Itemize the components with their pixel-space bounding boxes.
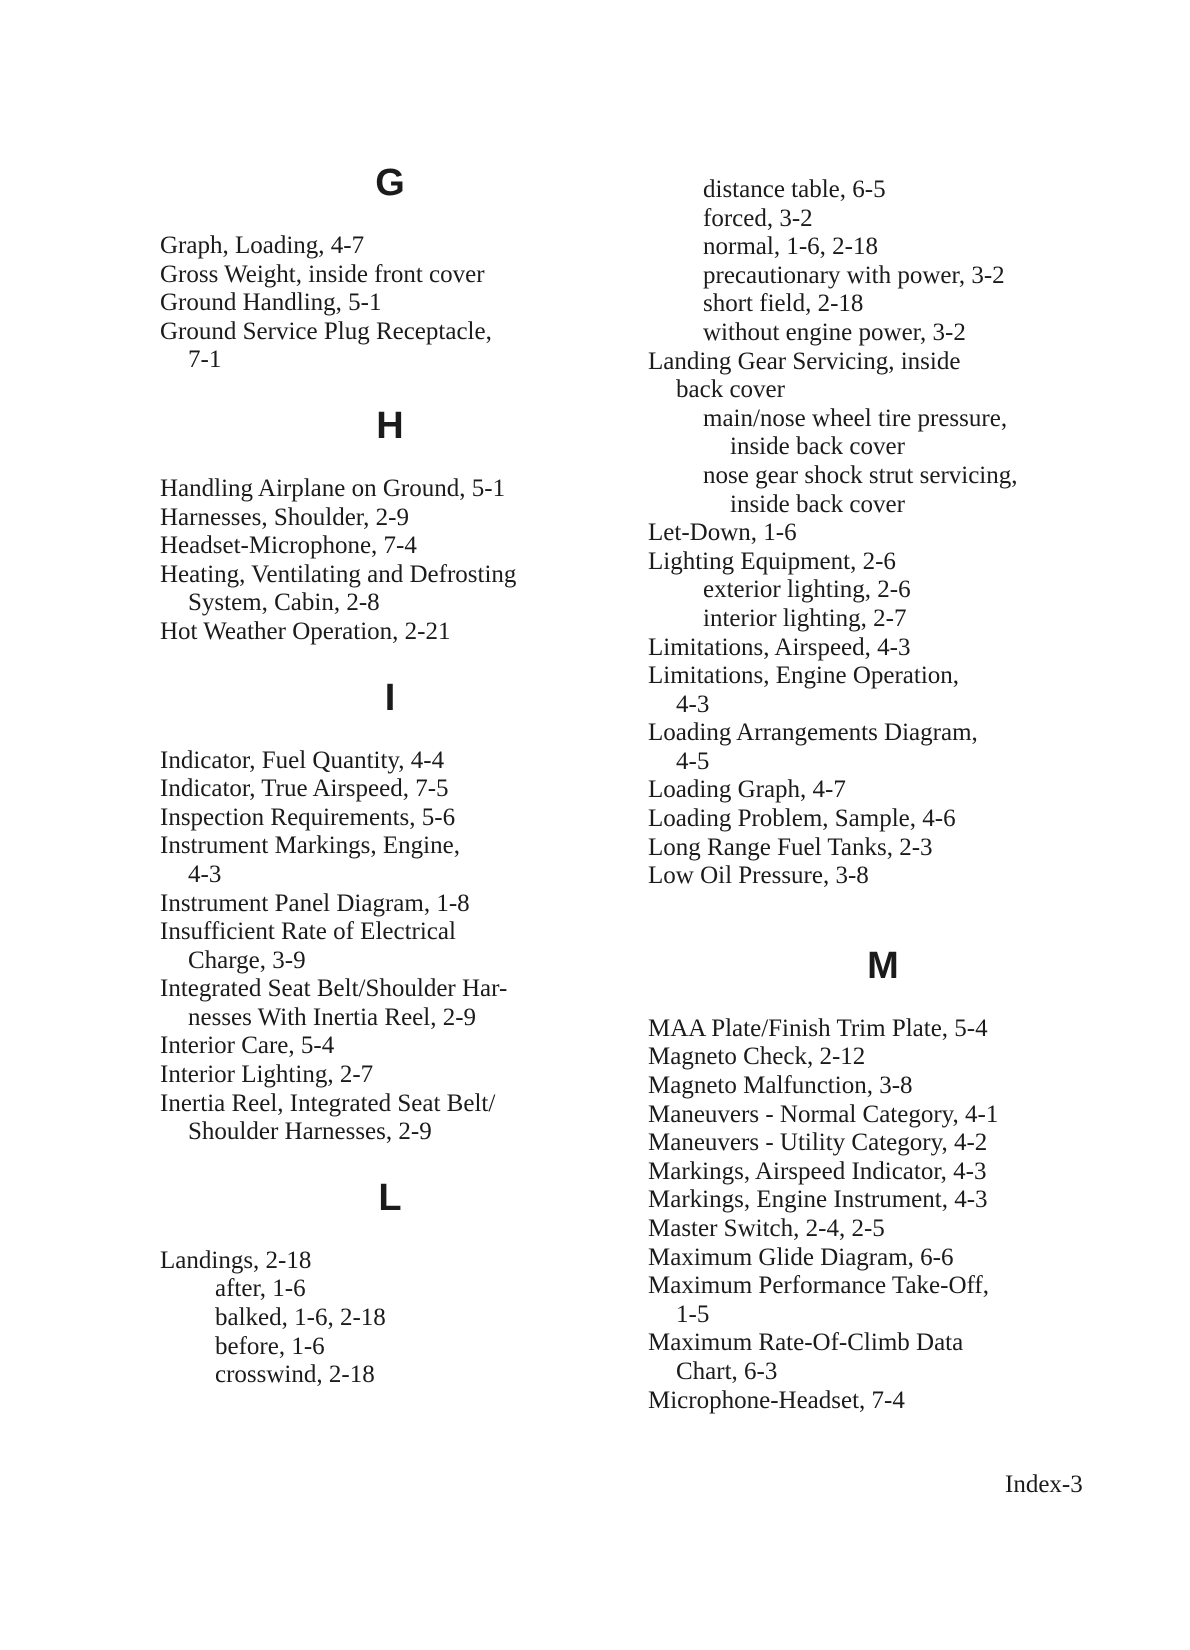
index-entry-continuation: 4-3 xyxy=(188,860,222,888)
index-entry: Maneuvers - Normal Category, 4-1 xyxy=(648,1100,999,1128)
index-entry: Maximum Glide Diagram, 6-6 xyxy=(648,1243,954,1271)
index-entry-continuation: 4-5 xyxy=(676,747,710,775)
index-subentry: before, 1-6 xyxy=(215,1332,325,1360)
index-subentry: crosswind, 2-18 xyxy=(215,1361,375,1389)
index-entry: Maximum Rate-Of-Climb Data xyxy=(648,1329,964,1357)
index-subentry: normal, 1-6, 2-18 xyxy=(703,233,878,261)
index-entry: Loading Graph, 4-7 xyxy=(648,776,846,804)
index-entry: Loading Problem, Sample, 4-6 xyxy=(648,805,956,833)
index-entry: Maximum Performance Take-Off, xyxy=(648,1272,989,1300)
index-entry: Indicator, True Airspeed, 7-5 xyxy=(160,775,449,803)
index-subentry: after, 1-6 xyxy=(215,1275,306,1303)
index-entry: Hot Weather Operation, 2-21 xyxy=(160,617,451,645)
index-entry: Magneto Check, 2-12 xyxy=(648,1043,866,1071)
index-entry-continuation: 7-1 xyxy=(188,346,222,374)
index-subentry: main/nose wheel tire pressure, xyxy=(703,404,1008,432)
index-entry: Microphone-Headset, 7-4 xyxy=(648,1386,905,1414)
index-entry: Maneuvers - Utility Category, 4-2 xyxy=(648,1129,988,1157)
index-entry-continuation: 4-3 xyxy=(676,690,710,718)
index-entry: Landing Gear Servicing, inside xyxy=(648,347,961,375)
section-letter-h: H xyxy=(376,404,404,447)
index-entry-continuation: Charge, 3-9 xyxy=(188,946,306,974)
index-entry: Gross Weight, inside front cover xyxy=(160,260,485,288)
index-entry: Insufficient Rate of Electrical xyxy=(160,918,456,946)
index-entry: Inertia Reel, Integrated Seat Belt/ xyxy=(160,1089,496,1117)
index-entry: Low Oil Pressure, 3-8 xyxy=(648,862,869,890)
index-entry: Headset-Microphone, 7-4 xyxy=(160,532,417,560)
index-entry: Harnesses, Shoulder, 2-9 xyxy=(160,503,409,531)
index-entry: Long Range Fuel Tanks, 2-3 xyxy=(648,833,933,861)
index-subentry-continuation: inside back cover xyxy=(730,433,905,461)
index-entry: Graph, Loading, 4-7 xyxy=(160,232,365,259)
index-entry-continuation: Shoulder Harnesses, 2-9 xyxy=(188,1118,432,1146)
index-entry: Limitations, Airspeed, 4-3 xyxy=(648,633,911,661)
index-subentry: short field, 2-18 xyxy=(703,290,864,318)
index-entry-continuation: 1-5 xyxy=(676,1300,710,1328)
index-entry: Interior Lighting, 2-7 xyxy=(160,1061,374,1089)
index-entry: Ground Handling, 5-1 xyxy=(160,289,382,317)
index-subentry: distance table, 6-5 xyxy=(703,176,886,203)
index-entry-continuation: nesses With Inertia Reel, 2-9 xyxy=(188,1003,477,1031)
index-entry: Indicator, Fuel Quantity, 4-4 xyxy=(160,746,445,774)
index-subentry: nose gear shock strut servicing, xyxy=(703,461,1018,489)
section-letter-l: L xyxy=(378,1176,402,1219)
section-letter-m: M xyxy=(867,944,899,987)
index-entry: Lighting Equipment, 2-6 xyxy=(648,547,896,575)
index-entry: Markings, Engine Instrument, 4-3 xyxy=(648,1186,988,1214)
right-column xyxy=(648,176,1118,1415)
index-entry: Landings, 2-18 xyxy=(160,1246,312,1274)
index-subentry: balked, 1-6, 2-18 xyxy=(215,1304,386,1332)
index-entry: Ground Service Plug Receptacle, xyxy=(160,317,492,345)
left-column xyxy=(160,160,620,1390)
index-subentry: precautionary with power, 3-2 xyxy=(703,261,1005,289)
index-subentry: without engine power, 3-2 xyxy=(703,318,966,346)
index-entry: Markings, Airspeed Indicator, 4-3 xyxy=(648,1157,987,1185)
index-subentry: forced, 3-2 xyxy=(703,204,813,232)
section-letter-i: I xyxy=(384,676,396,719)
index-entry-continuation: System, Cabin, 2-8 xyxy=(188,589,380,617)
page-number: Index-3 xyxy=(1005,1471,1083,1498)
index-entry: Magneto Malfunction, 3-8 xyxy=(648,1072,913,1100)
index-entry: Limitations, Engine Operation, xyxy=(648,662,960,690)
index-subentry: exterior lighting, 2-6 xyxy=(703,576,911,604)
index-entry: Handling Airplane on Ground, 5-1 xyxy=(160,474,506,502)
index-entry: Heating, Ventilating and Defrosting xyxy=(160,560,517,588)
index-subentry: interior lighting, 2-7 xyxy=(703,604,907,632)
index-entry: Master Switch, 2-4, 2-5 xyxy=(648,1215,885,1242)
index-entry-continuation: Chart, 6-3 xyxy=(676,1357,778,1385)
index-entry: Instrument Panel Diagram, 1-8 xyxy=(160,889,470,917)
index-entry: Inspection Requirements, 5-6 xyxy=(160,803,456,831)
index-entry: Instrument Markings, Engine, xyxy=(160,832,460,860)
index-entry: Let-Down, 1-6 xyxy=(648,519,797,547)
index-entry: Integrated Seat Belt/Shoulder Har- xyxy=(160,975,508,1003)
index-subentry-continuation: inside back cover xyxy=(730,490,905,518)
index-entry: Interior Care, 5-4 xyxy=(160,1032,335,1060)
index-entry: MAA Plate/Finish Trim Plate, 5-4 xyxy=(648,1014,988,1042)
section-letter-g: G xyxy=(375,162,405,204)
index-entry: Loading Arrangements Diagram, xyxy=(648,719,978,747)
index-entry-continuation: back cover xyxy=(676,376,785,404)
